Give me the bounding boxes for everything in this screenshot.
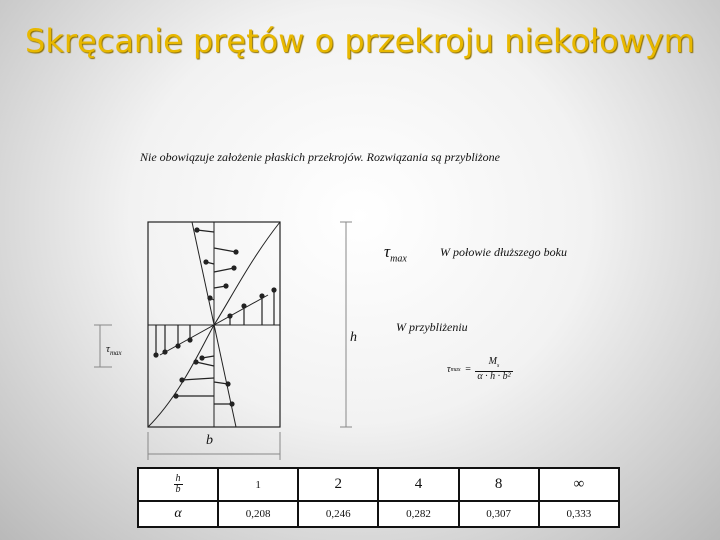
table-cell: ∞ — [539, 468, 619, 501]
table-cell: 0,282 — [378, 501, 458, 527]
table-cell: 0,246 — [298, 501, 378, 527]
table-cell: 1 — [218, 468, 298, 501]
label-tau-left: $\tau_{max}$ — [106, 343, 122, 358]
table-cell: 0,333 — [539, 501, 619, 527]
note-longer-side: W połowie dłuższego boku — [440, 245, 567, 259]
table-cell: 2 — [298, 468, 378, 501]
table-cell: 4 — [378, 468, 458, 501]
slide-subtitle: Nie obowiązuje założenie płaskich przekrojów. Rozwiązania są przybliżone — [140, 150, 500, 164]
table-cell: 0,208 — [218, 501, 298, 527]
formula-tau-max: τ max = $\frac{M_s}{\text{α · h · b²}}$ — [447, 356, 511, 382]
label-h: h — [350, 330, 357, 345]
width-dimension — [148, 432, 280, 460]
alpha-table — [137, 467, 620, 528]
stress-curve — [214, 222, 280, 325]
row-header-ratio: $\frac{h}{b}$ — [138, 468, 218, 501]
table-cell: 8 — [459, 468, 539, 501]
label-tau-right: $\tau_{max}$ — [384, 242, 407, 265]
slide-title: Skręcanie prętów o przekroju niekołowym — [25, 22, 695, 60]
row-header-alpha: α — [138, 501, 218, 527]
stress-curve-lower — [148, 325, 214, 427]
height-dimension — [340, 222, 352, 427]
label-b: b — [206, 433, 213, 448]
table-cell: 0,307 — [459, 501, 539, 527]
table-row — [138, 501, 619, 527]
note-approx: W przybliżeniu — [396, 320, 468, 334]
table-row — [138, 468, 619, 501]
